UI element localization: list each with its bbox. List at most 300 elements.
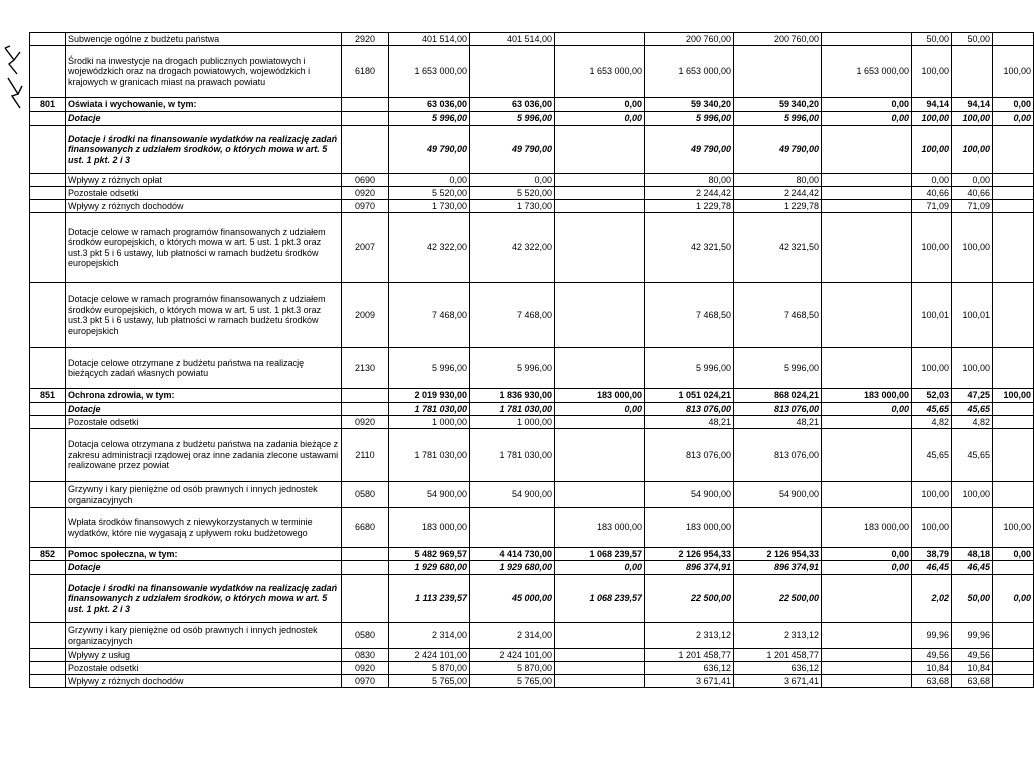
value-cell: 63,68 <box>952 675 993 688</box>
value-cell: 1 653 000,00 <box>389 46 470 98</box>
paragraph-code-cell: 6180 <box>342 46 389 98</box>
section-code-cell <box>30 33 66 46</box>
value-cell: 42 322,00 <box>470 213 555 283</box>
value-cell <box>734 508 822 548</box>
value-cell <box>822 649 912 662</box>
section-code-cell <box>30 508 66 548</box>
table-row <box>30 416 1034 429</box>
value-cell: 71,09 <box>912 200 952 213</box>
value-cell: 5 520,00 <box>389 187 470 200</box>
section-code-cell <box>30 649 66 662</box>
section-code-cell <box>30 187 66 200</box>
value-cell: 5 996,00 <box>734 348 822 389</box>
value-cell: 59 340,20 <box>734 98 822 112</box>
value-cell <box>993 403 1034 416</box>
value-cell: 0,00 <box>555 112 645 126</box>
value-cell: 22 500,00 <box>734 575 822 623</box>
section-code-cell <box>30 112 66 126</box>
paragraph-code-cell: 0920 <box>342 416 389 429</box>
value-cell: 80,00 <box>645 174 734 187</box>
table-row <box>30 389 1034 403</box>
paragraph-code-cell <box>342 98 389 112</box>
value-cell: 183 000,00 <box>822 389 912 403</box>
value-cell <box>993 561 1034 575</box>
value-cell: 4 414 730,00 <box>470 548 555 561</box>
value-cell: 42 321,50 <box>734 213 822 283</box>
value-cell <box>822 623 912 649</box>
value-cell: 54 900,00 <box>645 482 734 508</box>
table-row <box>30 126 1034 174</box>
value-cell: 5 870,00 <box>470 662 555 675</box>
table-row <box>30 561 1034 575</box>
value-cell <box>555 200 645 213</box>
value-cell: 5 996,00 <box>389 348 470 389</box>
value-cell: 2 019 930,00 <box>389 389 470 403</box>
value-cell: 401 514,00 <box>470 33 555 46</box>
value-cell: 1 201 458,77 <box>734 649 822 662</box>
section-code-cell <box>30 403 66 416</box>
value-cell <box>822 126 912 174</box>
value-cell: 45,65 <box>912 403 952 416</box>
value-cell <box>993 33 1034 46</box>
value-cell: 100,00 <box>952 112 993 126</box>
value-cell <box>555 187 645 200</box>
description-cell: Środki na inwestycje na drogach publicznych powiatowych i wojewódzkich oraz na drogach powiatowych, wojewódzkich i krajowych w granicach miast na prawach powiatu <box>66 46 342 98</box>
value-cell: 0,00 <box>822 98 912 112</box>
value-cell: 0,00 <box>952 174 993 187</box>
value-cell: 1 113 239,57 <box>389 575 470 623</box>
description-cell: Pozostałe odsetki <box>66 416 342 429</box>
value-cell: 50,00 <box>912 33 952 46</box>
value-cell: 1 653 000,00 <box>645 46 734 98</box>
value-cell: 2,02 <box>912 575 952 623</box>
value-cell: 100,00 <box>912 508 952 548</box>
value-cell: 1 781 030,00 <box>470 403 555 416</box>
value-cell <box>822 575 912 623</box>
paragraph-code-cell: 0970 <box>342 675 389 688</box>
value-cell: 52,03 <box>912 389 952 403</box>
value-cell: 100,00 <box>993 46 1034 98</box>
value-cell: 7 468,50 <box>734 283 822 348</box>
paragraph-code-cell: 0690 <box>342 174 389 187</box>
value-cell: 3 671,41 <box>645 675 734 688</box>
value-cell <box>470 46 555 98</box>
description-cell: Wpływy z różnych dochodów <box>66 675 342 688</box>
value-cell: 2 314,00 <box>389 623 470 649</box>
value-cell: 100,00 <box>952 213 993 283</box>
value-cell: 100,00 <box>952 126 993 174</box>
value-cell: 80,00 <box>734 174 822 187</box>
value-cell <box>993 174 1034 187</box>
paragraph-code-cell <box>342 575 389 623</box>
value-cell: 0,00 <box>822 561 912 575</box>
table-row <box>30 623 1034 649</box>
value-cell: 99,96 <box>952 623 993 649</box>
value-cell: 2 424 101,00 <box>470 649 555 662</box>
value-cell: 1 653 000,00 <box>555 46 645 98</box>
value-cell: 100,01 <box>912 283 952 348</box>
value-cell: 813 076,00 <box>645 403 734 416</box>
value-cell: 0,00 <box>822 548 912 561</box>
value-cell: 0,00 <box>912 174 952 187</box>
value-cell <box>822 283 912 348</box>
paragraph-code-cell: 0580 <box>342 482 389 508</box>
value-cell: 200 760,00 <box>645 33 734 46</box>
description-cell: Ochrona zdrowia, w tym: <box>66 389 342 403</box>
value-cell: 1 653 000,00 <box>822 46 912 98</box>
value-cell: 636,12 <box>734 662 822 675</box>
value-cell: 47,25 <box>952 389 993 403</box>
value-cell: 2 314,00 <box>470 623 555 649</box>
value-cell: 1 781 030,00 <box>470 429 555 482</box>
value-cell: 183 000,00 <box>389 508 470 548</box>
paragraph-code-cell: 0920 <box>342 662 389 675</box>
value-cell: 59 340,20 <box>645 98 734 112</box>
value-cell: 7 468,50 <box>645 283 734 348</box>
section-code-cell <box>30 283 66 348</box>
value-cell <box>555 283 645 348</box>
value-cell: 49 790,00 <box>389 126 470 174</box>
description-cell: Dotacje <box>66 112 342 126</box>
description-cell: Wpływy z usług <box>66 649 342 662</box>
value-cell: 0,00 <box>822 403 912 416</box>
value-cell <box>993 283 1034 348</box>
value-cell: 48,18 <box>952 548 993 561</box>
value-cell: 2 244,42 <box>645 187 734 200</box>
value-cell: 45,65 <box>952 429 993 482</box>
value-cell: 1 051 024,21 <box>645 389 734 403</box>
value-cell <box>993 200 1034 213</box>
value-cell <box>822 348 912 389</box>
value-cell: 636,12 <box>645 662 734 675</box>
paragraph-code-cell <box>342 389 389 403</box>
paragraph-code-cell: 0970 <box>342 200 389 213</box>
value-cell: 5 765,00 <box>470 675 555 688</box>
value-cell: 1 000,00 <box>470 416 555 429</box>
value-cell: 5 996,00 <box>734 112 822 126</box>
section-code-cell: 801 <box>30 98 66 112</box>
table-row <box>30 98 1034 112</box>
value-cell: 4,82 <box>912 416 952 429</box>
value-cell <box>993 429 1034 482</box>
value-cell: 1 836 930,00 <box>470 389 555 403</box>
description-cell: Wpłata środków finansowych z niewykorzystanych w terminie wydatków, które nie wygasają z upływem roku budżetowego <box>66 508 342 548</box>
paragraph-code-cell <box>342 403 389 416</box>
value-cell: 10,84 <box>912 662 952 675</box>
value-cell: 1 229,78 <box>734 200 822 213</box>
table-row <box>30 283 1034 348</box>
description-cell: Pomoc społeczna, w tym: <box>66 548 342 561</box>
value-cell: 401 514,00 <box>389 33 470 46</box>
value-cell <box>822 33 912 46</box>
value-cell: 1 068 239,57 <box>555 548 645 561</box>
value-cell <box>470 508 555 548</box>
value-cell <box>993 187 1034 200</box>
value-cell: 183 000,00 <box>555 508 645 548</box>
value-cell: 0,00 <box>555 98 645 112</box>
value-cell: 49,56 <box>912 649 952 662</box>
value-cell: 100,00 <box>912 112 952 126</box>
section-code-cell <box>30 213 66 283</box>
value-cell: 5 996,00 <box>389 112 470 126</box>
value-cell: 0,00 <box>555 403 645 416</box>
table-row <box>30 348 1034 389</box>
section-code-cell: 851 <box>30 389 66 403</box>
description-cell: Pozostałe odsetki <box>66 662 342 675</box>
value-cell: 0,00 <box>993 98 1034 112</box>
paragraph-code-cell <box>342 126 389 174</box>
value-cell: 0,00 <box>822 112 912 126</box>
value-cell <box>993 348 1034 389</box>
value-cell: 1 730,00 <box>389 200 470 213</box>
value-cell <box>822 187 912 200</box>
value-cell: 7 468,00 <box>470 283 555 348</box>
description-cell: Pozostałe odsetki <box>66 187 342 200</box>
value-cell: 1 201 458,77 <box>645 649 734 662</box>
value-cell: 2 126 954,33 <box>734 548 822 561</box>
value-cell: 5 520,00 <box>470 187 555 200</box>
table-row <box>30 649 1034 662</box>
value-cell: 94,14 <box>912 98 952 112</box>
description-cell: Dotacje <box>66 561 342 575</box>
section-code-cell <box>30 429 66 482</box>
description-cell: Dotacje i środki na finansowanie wydatków na realizację zadań finansowanych z udziałem środków, o których mowa w art. 5 ust. 1 pkt. 2 i 3 <box>66 126 342 174</box>
value-cell: 42 322,00 <box>389 213 470 283</box>
section-code-cell <box>30 46 66 98</box>
value-cell: 45 000,00 <box>470 575 555 623</box>
value-cell: 100,00 <box>912 126 952 174</box>
value-cell: 71,09 <box>952 200 993 213</box>
value-cell: 1 229,78 <box>645 200 734 213</box>
value-cell: 200 760,00 <box>734 33 822 46</box>
value-cell <box>993 126 1034 174</box>
value-cell <box>555 482 645 508</box>
value-cell: 5 870,00 <box>389 662 470 675</box>
value-cell: 49 790,00 <box>470 126 555 174</box>
value-cell: 49 790,00 <box>645 126 734 174</box>
value-cell: 63 036,00 <box>389 98 470 112</box>
description-cell: Wpływy z różnych opłat <box>66 174 342 187</box>
value-cell <box>555 429 645 482</box>
table-row <box>30 508 1034 548</box>
table-row <box>30 46 1034 98</box>
paragraph-code-cell: 0830 <box>342 649 389 662</box>
value-cell <box>555 649 645 662</box>
value-cell: 0,00 <box>993 548 1034 561</box>
value-cell: 813 076,00 <box>734 403 822 416</box>
description-cell: Dotacje celowe w ramach programów finansowanych z udziałem środków europejskich, o których mowa w art. 5 ust. 1 pkt.3 oraz ust.3 pkt 5 i 6 ustawy, lub płatności w ramach budżetu środków europejskich <box>66 213 342 283</box>
value-cell: 0,00 <box>993 575 1034 623</box>
value-cell: 100,00 <box>912 213 952 283</box>
value-cell: 896 374,91 <box>645 561 734 575</box>
value-cell <box>555 416 645 429</box>
table-row <box>30 482 1034 508</box>
paragraph-code-cell: 2920 <box>342 33 389 46</box>
value-cell: 45,65 <box>912 429 952 482</box>
section-code-cell <box>30 348 66 389</box>
paragraph-code-cell: 0920 <box>342 187 389 200</box>
table-row <box>30 429 1034 482</box>
value-cell: 0,00 <box>389 174 470 187</box>
value-cell <box>993 662 1034 675</box>
value-cell: 100,00 <box>912 348 952 389</box>
value-cell: 100,00 <box>993 389 1034 403</box>
description-cell: Subwencje ogólne z budżetu państwa <box>66 33 342 46</box>
table-row <box>30 200 1034 213</box>
value-cell: 5 996,00 <box>645 112 734 126</box>
budget-revenue-table <box>29 32 1034 688</box>
table-row <box>30 575 1034 623</box>
value-cell: 46,45 <box>952 561 993 575</box>
section-code-cell <box>30 575 66 623</box>
value-cell: 183 000,00 <box>645 508 734 548</box>
value-cell: 100,00 <box>912 46 952 98</box>
value-cell: 5 996,00 <box>645 348 734 389</box>
table-row <box>30 213 1034 283</box>
value-cell: 1 000,00 <box>389 416 470 429</box>
table-row <box>30 112 1034 126</box>
value-cell: 42 321,50 <box>645 213 734 283</box>
value-cell: 100,00 <box>993 508 1034 548</box>
value-cell: 1 781 030,00 <box>389 429 470 482</box>
value-cell: 45,65 <box>952 403 993 416</box>
section-code-cell <box>30 416 66 429</box>
value-cell: 100,00 <box>952 348 993 389</box>
description-cell: Grzywny i kary pieniężne od osób prawnych i innych jednostek organizacyjnych <box>66 482 342 508</box>
value-cell: 2 424 101,00 <box>389 649 470 662</box>
value-cell: 1 730,00 <box>470 200 555 213</box>
value-cell: 1 929 680,00 <box>470 561 555 575</box>
description-cell: Wpływy z różnych dochodów <box>66 200 342 213</box>
paragraph-code-cell: 2130 <box>342 348 389 389</box>
value-cell: 5 996,00 <box>470 112 555 126</box>
value-cell: 50,00 <box>952 575 993 623</box>
value-cell: 4,82 <box>952 416 993 429</box>
table-row <box>30 174 1034 187</box>
section-code-cell <box>30 482 66 508</box>
value-cell: 48,21 <box>645 416 734 429</box>
section-code-cell <box>30 662 66 675</box>
value-cell: 54 900,00 <box>470 482 555 508</box>
paragraph-code-cell: 0580 <box>342 623 389 649</box>
value-cell <box>822 675 912 688</box>
description-cell: Dotacje i środki na finansowanie wydatków na realizację zadań finansowanych z udziałem środków, o których mowa w art. 5 ust. 1 pkt. 2 i 3 <box>66 575 342 623</box>
description-cell: Oświata i wychowanie, w tym: <box>66 98 342 112</box>
value-cell: 3 671,41 <box>734 675 822 688</box>
value-cell: 5 765,00 <box>389 675 470 688</box>
value-cell: 49 790,00 <box>734 126 822 174</box>
value-cell: 813 076,00 <box>645 429 734 482</box>
value-cell: 54 900,00 <box>389 482 470 508</box>
value-cell: 0,00 <box>993 112 1034 126</box>
section-code-cell <box>30 675 66 688</box>
value-cell <box>822 416 912 429</box>
section-code-cell <box>30 126 66 174</box>
value-cell: 50,00 <box>952 33 993 46</box>
value-cell: 22 500,00 <box>645 575 734 623</box>
table-row <box>30 403 1034 416</box>
value-cell: 10,84 <box>952 662 993 675</box>
value-cell: 1 068 239,57 <box>555 575 645 623</box>
value-cell <box>734 46 822 98</box>
value-cell: 7 468,00 <box>389 283 470 348</box>
value-cell: 54 900,00 <box>734 482 822 508</box>
value-cell <box>555 623 645 649</box>
value-cell: 813 076,00 <box>734 429 822 482</box>
value-cell <box>822 482 912 508</box>
value-cell: 63,68 <box>912 675 952 688</box>
paragraph-code-cell <box>342 112 389 126</box>
value-cell: 100,00 <box>952 482 993 508</box>
value-cell: 38,79 <box>912 548 952 561</box>
paragraph-code-cell: 2009 <box>342 283 389 348</box>
value-cell <box>555 126 645 174</box>
value-cell <box>822 429 912 482</box>
section-code-cell: 852 <box>30 548 66 561</box>
value-cell: 40,66 <box>952 187 993 200</box>
value-cell: 0,00 <box>555 561 645 575</box>
value-cell <box>555 348 645 389</box>
description-cell: Grzywny i kary pieniężne od osób prawnych i innych jednostek organizacyjnych <box>66 623 342 649</box>
value-cell: 100,00 <box>912 482 952 508</box>
section-code-cell <box>30 200 66 213</box>
value-cell: 5 482 969,57 <box>389 548 470 561</box>
value-cell: 99,96 <box>912 623 952 649</box>
table-row <box>30 675 1034 688</box>
value-cell <box>822 200 912 213</box>
value-cell <box>952 46 993 98</box>
table-row <box>30 662 1034 675</box>
value-cell: 100,01 <box>952 283 993 348</box>
table-row <box>30 187 1034 200</box>
value-cell: 1 781 030,00 <box>389 403 470 416</box>
value-cell <box>993 213 1034 283</box>
value-cell: 2 244,42 <box>734 187 822 200</box>
value-cell <box>555 662 645 675</box>
value-cell: 2 313,12 <box>734 623 822 649</box>
value-cell <box>555 675 645 688</box>
value-cell <box>993 675 1034 688</box>
paragraph-code-cell <box>342 548 389 561</box>
value-cell: 2 313,12 <box>645 623 734 649</box>
description-cell: Dotacje celowe otrzymane z budżetu państwa na realizację bieżących zadań własnych powiatu <box>66 348 342 389</box>
value-cell <box>993 416 1034 429</box>
value-cell: 40,66 <box>912 187 952 200</box>
paragraph-code-cell: 2110 <box>342 429 389 482</box>
value-cell: 0,00 <box>470 174 555 187</box>
value-cell: 183 000,00 <box>822 508 912 548</box>
value-cell <box>822 662 912 675</box>
value-cell <box>993 649 1034 662</box>
value-cell <box>822 174 912 187</box>
value-cell: 46,45 <box>912 561 952 575</box>
paragraph-code-cell: 6680 <box>342 508 389 548</box>
value-cell: 2 126 954,33 <box>645 548 734 561</box>
value-cell: 1 929 680,00 <box>389 561 470 575</box>
value-cell: 5 996,00 <box>470 348 555 389</box>
section-code-cell <box>30 174 66 187</box>
description-cell: Dotacje celowe w ramach programów finansowanych z udziałem środków europejskich, o których mowa w art. 5 ust. 1 pkt.3 oraz ust.3 pkt 5 i 6 ustawy, lub płatności w ramach budżetu środków europejskich <box>66 283 342 348</box>
value-cell: 868 024,21 <box>734 389 822 403</box>
handwritten-margin-arrows <box>0 38 28 118</box>
value-cell <box>555 213 645 283</box>
value-cell: 63 036,00 <box>470 98 555 112</box>
paragraph-code-cell: 2007 <box>342 213 389 283</box>
value-cell <box>555 33 645 46</box>
paragraph-code-cell <box>342 561 389 575</box>
value-cell <box>822 213 912 283</box>
description-cell: Dotacje <box>66 403 342 416</box>
